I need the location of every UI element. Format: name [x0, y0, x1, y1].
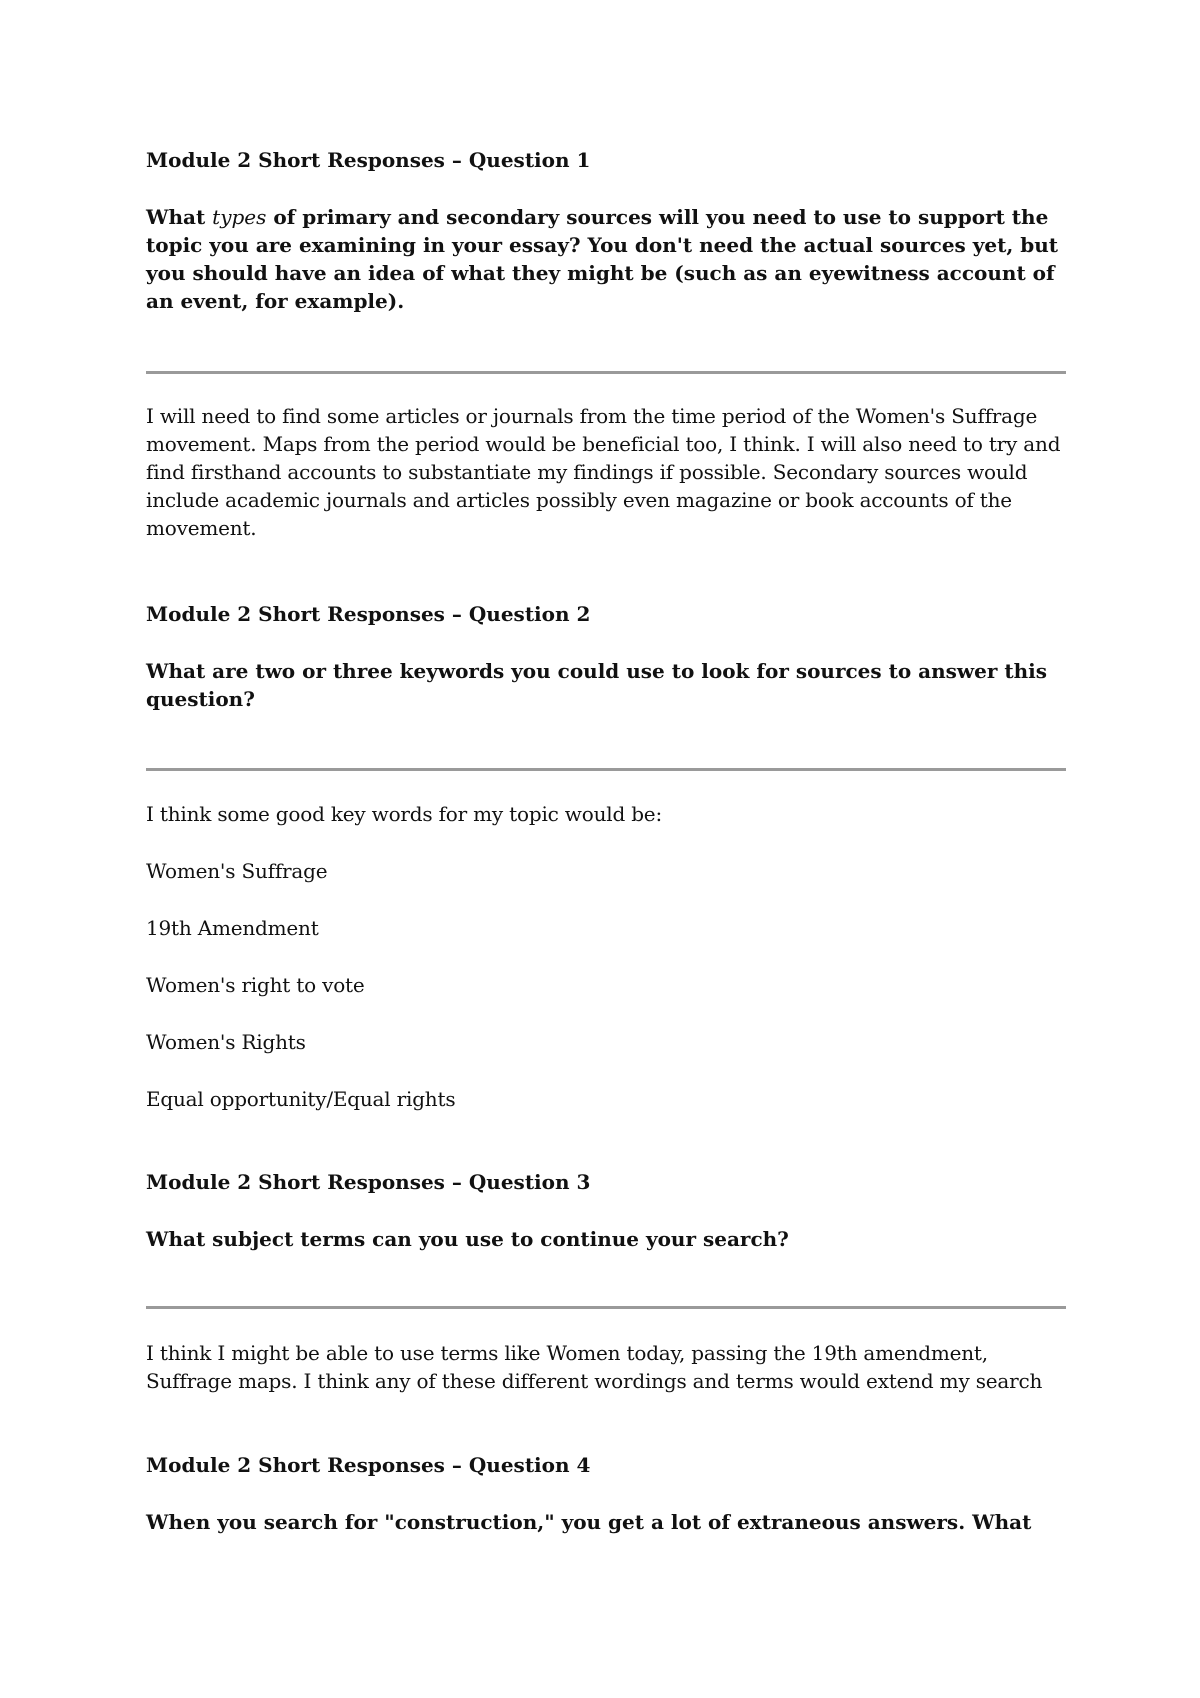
q1-heading: Module 2 Short Responses – Question 1	[146, 148, 591, 172]
q1-answer: I will need to find some articles or journals from the time period of the Women's Suffrage movement. Maps from the period would be beneficial too, I think. I will also need to try and find firsthand accounts to substantiate my findings if possible. Secondary sources would include academic journals and articles possibly even magazine or book accounts of the movement.	[146, 404, 1061, 540]
q4-prompt: When you search for "construction," you get a lot of extraneous answers. What	[146, 1510, 1032, 1534]
q3-answer: I think I might be able to use terms like Women today, passing the 19th amendment, Suffrage maps. I think any of these different wordings and terms would extend my search	[146, 1341, 1043, 1393]
q3-divider	[146, 1306, 1066, 1309]
q2-heading: Module 2 Short Responses – Question 2	[146, 602, 591, 626]
keyword-item: Women's Rights	[146, 1030, 306, 1054]
keyword-item: Women's Suffrage	[146, 859, 328, 883]
keyword-item: Women's right to vote	[146, 973, 365, 997]
q1-prompt	[146, 203, 1066, 315]
q1-prompt-end: of primary and secondary sources will you need to use to support the topic you are examining in your essay? You don't need the actual sources yet, but you should have an idea of what they might be (such as an eyewitness account of an event, for example).	[146, 205, 1059, 313]
keyword-item: Equal opportunity/Equal rights	[146, 1087, 456, 1111]
q2-answer-intro: I think some good key words for my topic would be:	[146, 802, 662, 826]
q2-divider	[146, 768, 1066, 771]
q1-divider	[146, 371, 1066, 374]
q1-prompt-emphasis: types	[212, 205, 267, 229]
q4-heading: Module 2 Short Responses – Question 4	[146, 1453, 591, 1477]
q2-prompt: What are two or three keywords you could use to look for sources to answer this question?	[146, 659, 1047, 711]
q1-prompt-start: What	[146, 205, 213, 229]
keyword-item: 19th Amendment	[146, 916, 319, 940]
q3-prompt: What subject terms can you use to continue your search?	[146, 1227, 789, 1251]
q3-heading: Module 2 Short Responses – Question 3	[146, 1170, 591, 1194]
